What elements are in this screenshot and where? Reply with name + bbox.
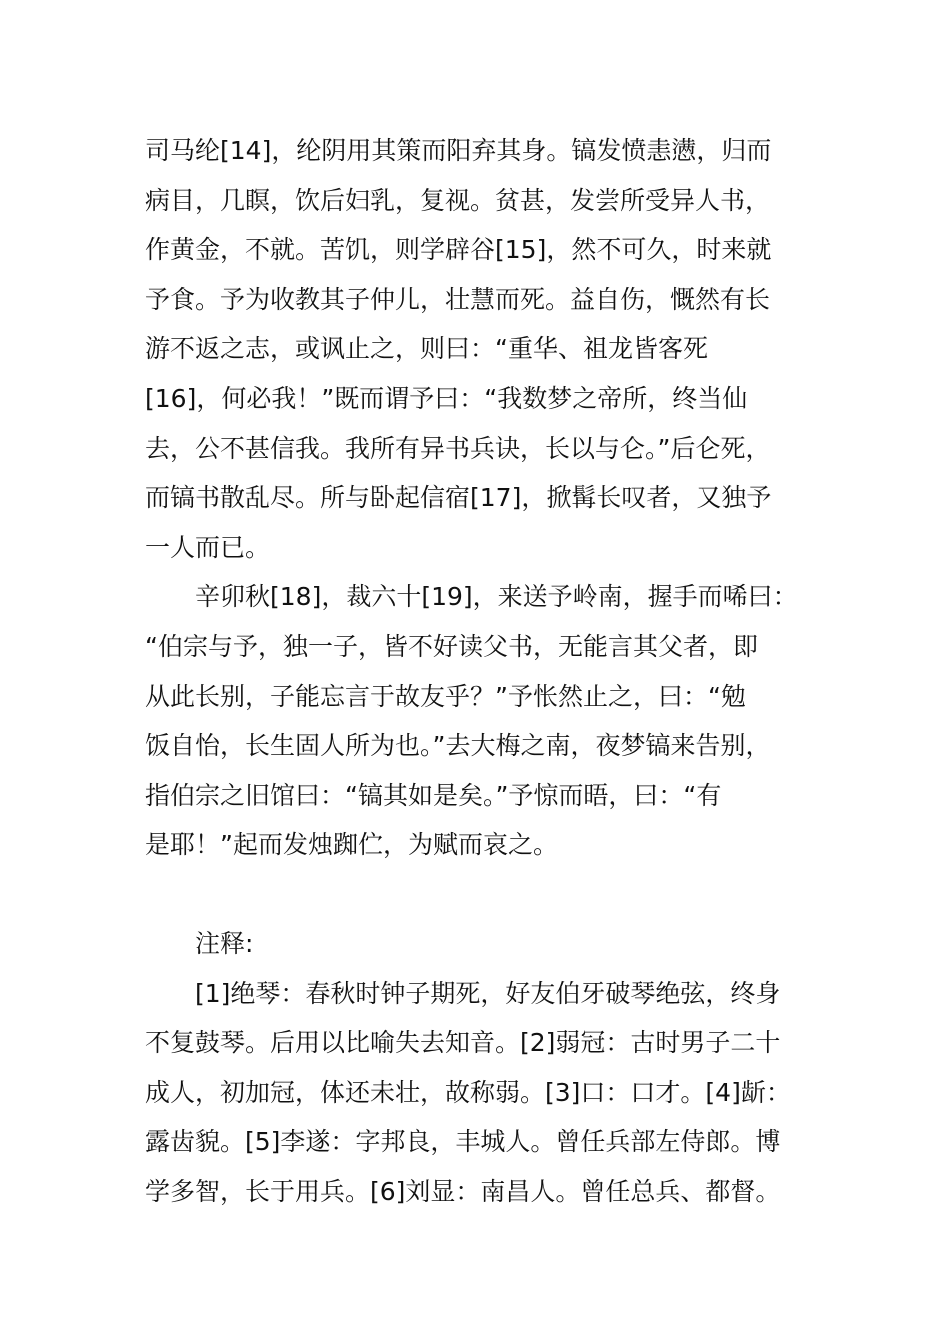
- body-line: 饭自怡，长生固人所为也。”去大梅之南，夜梦镐来告别，: [145, 731, 771, 761]
- body-line: 去，公不甚信我。我所有异书兵诀，长以与仑。”后仑死，: [145, 433, 771, 463]
- body-line: “伯宗与予，独一子，皆不好读父书，无能言其父者，即: [145, 631, 758, 661]
- notes-section: [145, 919, 805, 1217]
- note-line: [1]绝琴：春秋时钟子期死，好友伯牙破琴绝弦，终身: [195, 978, 781, 1008]
- body-line: 从此长别，子能忘言于故友乎？”予怅然止之，曰：“勉: [145, 681, 746, 711]
- body-line: 予食。予为收教其子仲儿，壮慧而死。益自伤，慨然有长: [145, 284, 771, 314]
- body-line: 指伯宗之旧馆曰：“镐其如是矣。”予惊而晤，曰：“有: [145, 780, 722, 810]
- paragraph-start-line: 辛卯秋[18]，裁六十[19]，来送予岭南，握手而唏曰：: [195, 582, 798, 612]
- note-line: 不复鼓琴。后用以比喻失去知音。[2]弱冠：古时男子二十: [145, 1028, 781, 1058]
- body-line: [16]，何必我！”既而谓予曰：“我数梦之帝所，终当仙: [145, 383, 748, 413]
- body-line: 游不返之志，或讽止之，则曰：“重华、祖龙皆客死: [145, 334, 708, 364]
- note-line: 露齿貌。[5]李遂：字邦良，丰城人。曾任兵部左侍郎。博: [145, 1127, 781, 1157]
- body-line: 病目，几瞑，饮后妇乳，复视。贫甚，发尝所受异人书，: [145, 185, 771, 215]
- body-line: 作黄金，不就。苦饥，则学辟谷[15]，然不可久，时来就: [145, 235, 772, 265]
- note-line: 学多智，长于用兵。[6]刘显：南昌人。曾任总兵、都督。: [145, 1176, 781, 1206]
- body-line: 是耶！”起而发烛踟伫，为赋而哀之。: [145, 830, 558, 860]
- body-line: 而镐书散乱尽。所与卧起信宿[17]，掀髯长叹者，又独予: [145, 483, 772, 513]
- body-text: [145, 126, 805, 870]
- note-line: 成人，初加冠，体还未壮，故称弱。[3]口：口才。[4]龂：: [145, 1077, 791, 1107]
- body-line: 一人而已。: [145, 532, 271, 562]
- body-line: 司马纶[14]，纶阴用其策而阳弃其身。镐发愤恚懑，归而: [145, 136, 772, 165]
- notes-heading: 注释:: [195, 929, 254, 958]
